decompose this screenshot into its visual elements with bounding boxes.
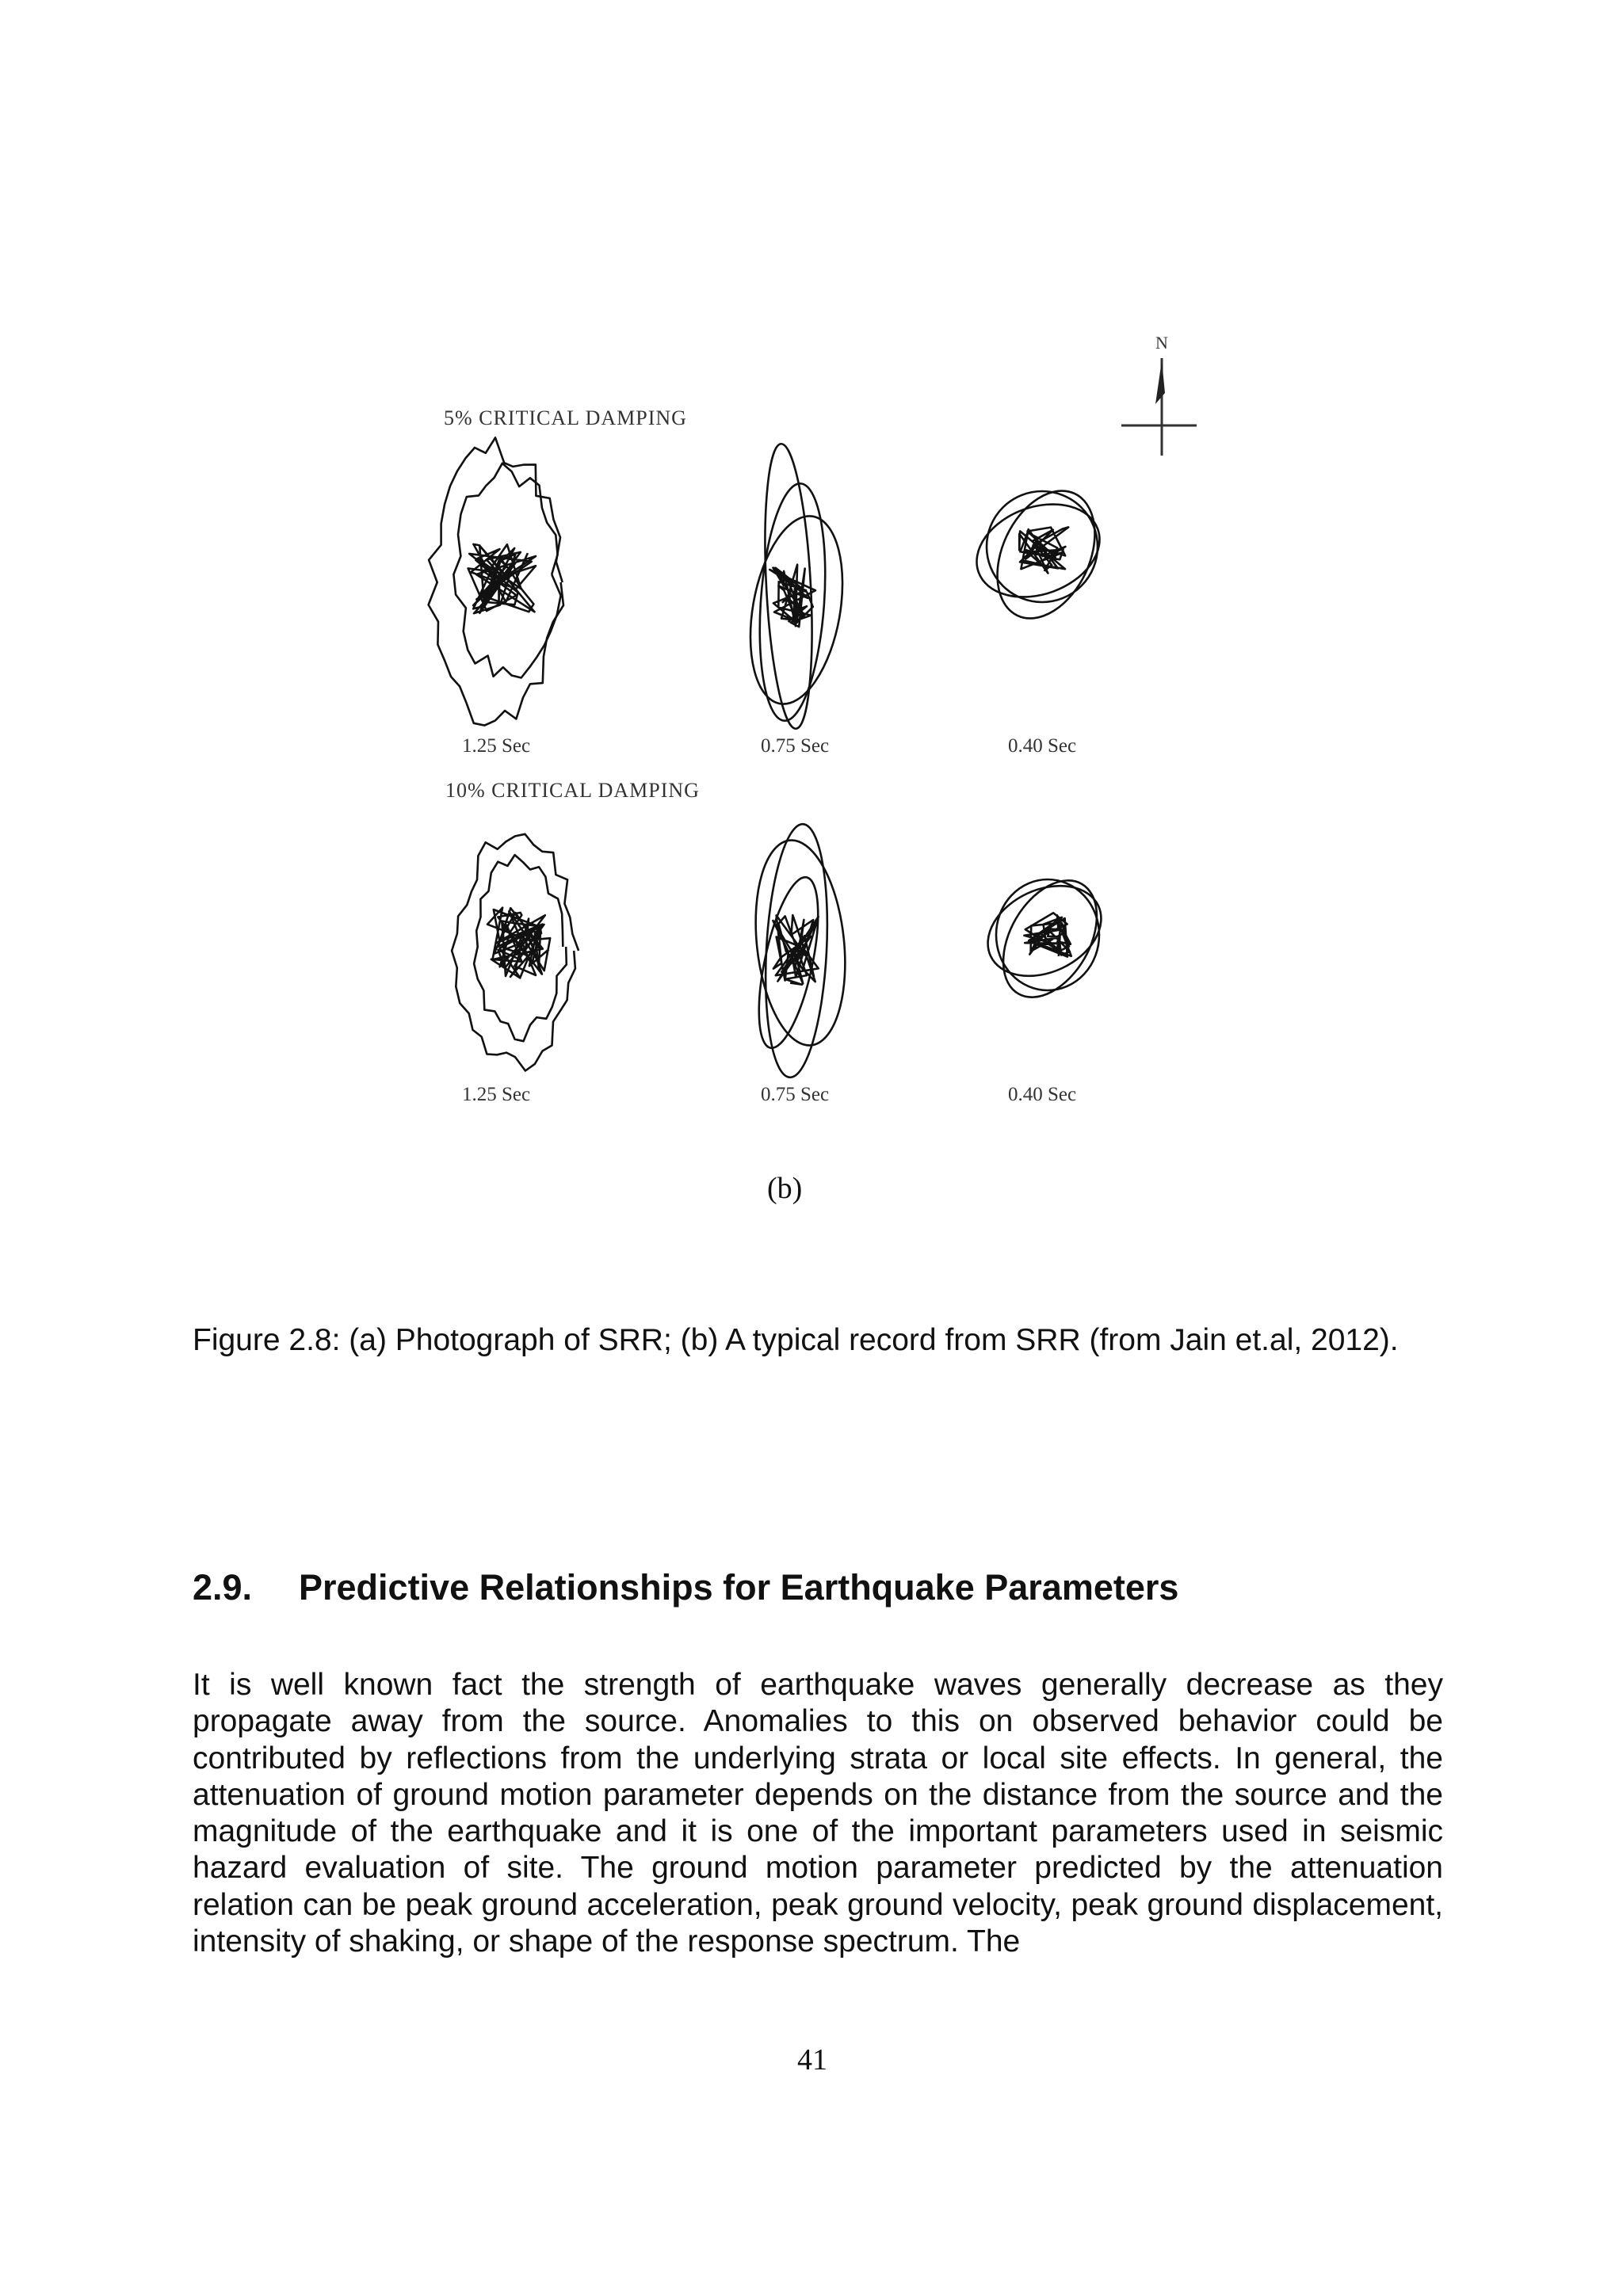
figure-caption: Figure 2.8: (a) Photograph of SRR; (b) A typical record from SRR (from Jain et.al, 2012).: [193, 1323, 1399, 1357]
trace-row1-0p75: [759, 443, 819, 730]
trace-row1-1p25: [468, 544, 536, 613]
trace-row2-1p25: [487, 908, 550, 978]
trace-row1-0p40: [1019, 527, 1068, 573]
subfigure-label: (b): [767, 1172, 803, 1205]
section-number: 2.9.: [193, 1567, 253, 1608]
compass-n-label: N: [1155, 333, 1168, 353]
row1-damping-title: 5% CRITICAL DAMPING: [444, 406, 687, 429]
trace-row2-0p40: [1024, 913, 1071, 956]
trace-row1-0p75: [769, 565, 815, 627]
row2-period-label: 1.25 Sec: [462, 1084, 531, 1105]
row2-damping-title: 10% CRITICAL DAMPING: [445, 779, 700, 802]
body-paragraph: It is well known fact the strength of earthquake waves generally decrease as they propagate away from the source. Anomalies to this on observed behavior could be contributed by reflections from the underlying strata or local site effects. In general, the attenuation of ground motion parameter depends on the distance from the source and the magnitude of the earthquake and it is one of the important parameters used in seismic hazard evaluation of site. The ground motion parameter predicted by the attenuation relation can be peak ground acceleration, peak ground velocity, peak ground displacement, intensity of shaking, or shape of the response spectrum. The: [193, 1668, 1443, 1959]
section-heading: [193, 1567, 1178, 1608]
row2-period-label: 0.40 Sec: [1008, 1084, 1077, 1105]
row1-period-label: 1.25 Sec: [462, 735, 531, 757]
trace-row2-0p75: [773, 915, 818, 985]
compass-north-arrow: [1121, 333, 1197, 456]
row2-period-label: 0.75 Sec: [761, 1084, 830, 1105]
section-title: Predictive Relationships for Earthquake Parameters: [299, 1567, 1179, 1608]
row1-period-label: 0.75 Sec: [761, 735, 830, 757]
page-number: 41: [797, 2043, 827, 2077]
row1-period-label: 0.40 Sec: [1008, 735, 1077, 757]
